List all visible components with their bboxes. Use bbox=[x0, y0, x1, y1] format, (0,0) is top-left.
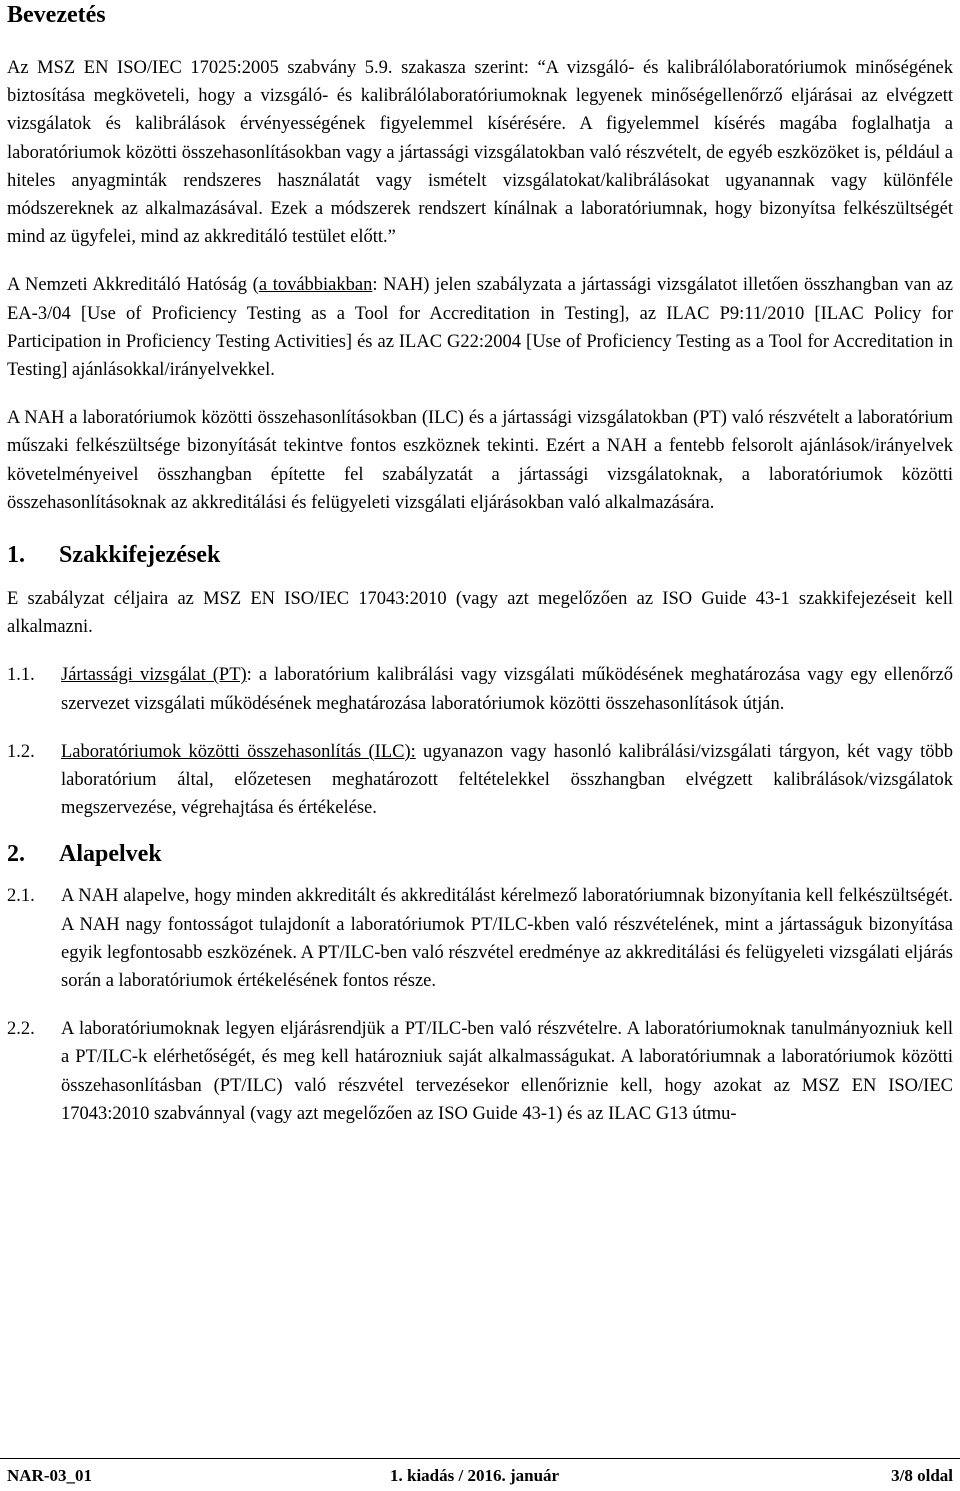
principle-number: 2.2. bbox=[7, 1019, 35, 1040]
section-1-intro: E szabályzat céljaira az MSZ EN ISO/IEC 17043:2010 (vagy azt megelőzően az ISO Guide 43-1 szakkifejezéseit kell alkalmazni. bbox=[7, 589, 953, 638]
definition-term: Jártassági vizsgálat (PT) bbox=[61, 665, 247, 686]
definition-term: Laboratóriumok közötti összehasonlítás (ILC): bbox=[61, 741, 416, 762]
definition-body: ugyanazon vagy hasonló kalibrálási/vizsgálati tárgyon, két vagy több laboratórium által, előzetesen meghatározott feltételekkel összhangban elvégzett kalibrálások/vizsgálatok megszervezése, végrehajtása és értékelése. bbox=[61, 741, 953, 819]
definition-number: 1.2. bbox=[7, 741, 35, 762]
section-2-title: Alapelvek bbox=[59, 841, 162, 868]
definition-body: : a laboratórium kalibrálási vagy vizsgálati működésének meghatározása vagy egy ellenőrző szervezet vizsgálati működésének meghatározása laboratóriumok közötti összehasonlítások útján. bbox=[61, 665, 953, 714]
intro-paragraph bbox=[7, 54, 953, 251]
definition-text bbox=[61, 661, 953, 717]
section-2-number: 2. bbox=[7, 841, 25, 868]
principle-item bbox=[7, 1015, 953, 1128]
nah-policy-paragraph bbox=[7, 271, 953, 384]
section-1-title: Szakkifejezések bbox=[59, 542, 221, 569]
section-1-heading bbox=[7, 539, 953, 571]
principle-item bbox=[7, 882, 953, 995]
definition-number: 1.1. bbox=[7, 665, 35, 686]
page-footer bbox=[0, 1458, 960, 1485]
definition-item bbox=[7, 661, 953, 717]
principle-number: 2.1. bbox=[7, 886, 35, 907]
section-1-number: 1. bbox=[7, 542, 25, 569]
principle-text: A laboratóriumoknak legyen eljárásrendjük a PT/ILC-ben való részvételre. A laboratóriumoknak tanulmányozniuk kell a PT/ILC-k elérhetőségét, és meg kell határozniuk saját alkalmasságukat. A laboratóriumnak a laboratóriumok közötti összehasonlításban (PT/ILC) való részvétel tervezésekor ellenőriznie kell, hogy azokat az MSZ EN ISO/IEC 17043:2010 szabvánnyal (vagy azt megelőzően az ISO Guide 43-1) és az ILAC G13 útmu- bbox=[61, 1019, 953, 1124]
footer-doc-id: NAR-03_01 bbox=[7, 1466, 92, 1485]
footer-page-number: 3/8 oldal bbox=[891, 1466, 953, 1485]
nah-policy-underlined: a továbbiakban bbox=[258, 275, 373, 296]
footer-edition: 1. kiadás / 2016. január bbox=[390, 1466, 560, 1485]
nah-ilc-paragraph: A NAH a laboratóriumok közötti összehasonlításokban (ILC) és a jártassági vizsgálatokban (PT) való részvételt a laboratórium műszaki felkészültsége bizonyítását tekintve fontos eszköznek tekinti. Ezért a NAH a fentebb felsorolt ajánlások/irányelvek követelményeivel összhangban építette fel szabályzatát a jártassági vizsgálatoknak, a laboratóriumok közötti összehasonlításoknak az akkreditálási és felügyeleti vizsgálati eljárásokban való alkalmazására. bbox=[7, 408, 953, 513]
intro-quote-rest: A figyelemmel kísérés magába foglalhatja a laboratóriumok közötti összehasonlításokban vagy a jártassági vizsgálatokban való részvételt, de egyéb eszközöket is, például a hiteles anyagminták rendszeres használatát vagy ismételt vizsgálatokat/kalibrálásokat ugyanannak vagy különféle módszereknek az alkalmazásával. Ezek a módszerek rendszert kínálnak a laboratóriumnak, hogy bizonyítsa felkészültségét mind az ügyfelei, mind az akkreditáló testület előtt.” bbox=[7, 114, 953, 248]
page-title: Bevezetés bbox=[7, 2, 106, 28]
definition-item bbox=[7, 738, 953, 823]
principle-text: A NAH alapelve, hogy minden akkreditált és akkreditálást kérelmező laboratóriumnak bizonyítania kell felkészültségét. A NAH nagy fontosságot tulajdonít a laboratóriumok PT/ILC-kben való részvételének, mint a jártasságuk bizonyítása egyik legfontosabb eszközének. A PT/ILC-ben való részvétel eredménye az akkreditálási és felügyeleti vizsgálati eljárás során a laboratóriumok értékelésének fontos része. bbox=[61, 886, 953, 992]
intro-quote-start: Az MSZ EN ISO/IEC 17025:2005 szabvány 5.9. szakasza szerint: “A vizsgáló- és kalibrálólaboratóriumok minőségének biztosítása megköveteli, hogy a vizsgáló- és kalibrálólaboratóriumoknak legyenek minőségellenőrző eljárásai az elvégzett vizsgálatok és kalibrálások érvényességének figyelemmel kísérésére. bbox=[7, 58, 953, 135]
definition-text bbox=[61, 738, 953, 823]
section-2-heading bbox=[7, 838, 953, 870]
document-page bbox=[7, 0, 953, 1128]
nah-policy-text-start: A Nemzeti Akkreditáló Hatóság ( bbox=[7, 275, 259, 296]
nah-policy-text-end: : NAH) jelen szabályzata a jártassági vizsgálatot illetően összhangban van az EA-3/04 [Use of Proficiency Testing as a Tool for Accreditation in Testing], az ILAC P9:11/2010 [ILAC Policy for Participation in Proficiency Testing Activities] és az ILAC G22:2004 [Use of Proficiency Testing as a Tool for Accreditation in Testing] ajánlásokkal/irányelvekkel. bbox=[7, 275, 953, 381]
